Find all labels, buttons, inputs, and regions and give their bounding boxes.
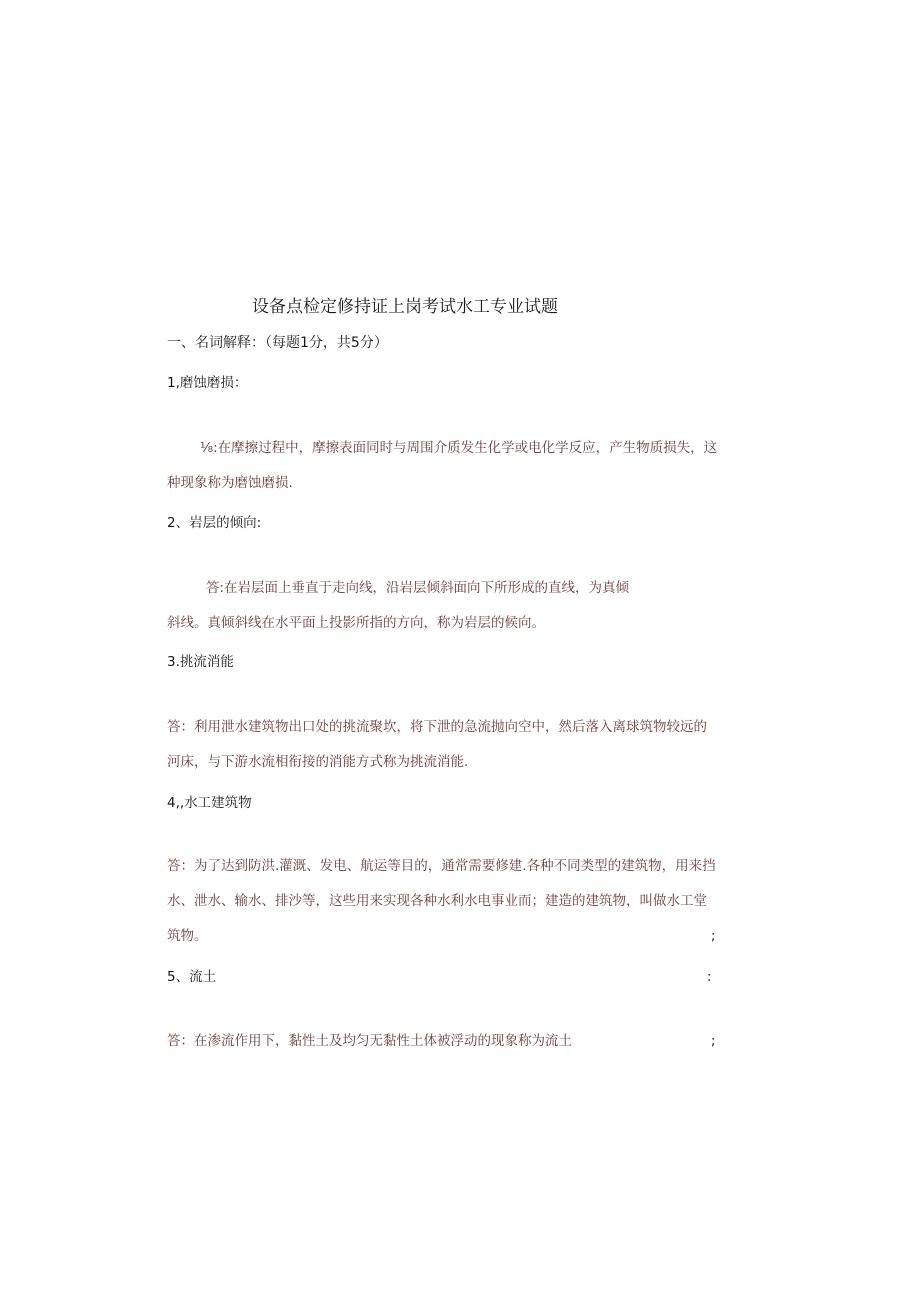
question-2-label: 2、岩层的倾向: [167,515,262,531]
answer-3-line-1: 答：利用泄水建筑物出口处的挑流聚坎，将下泄的急流抛向空中，然后落入离球筑物较远的 [167,719,707,735]
answer-5-line-1: 答：在渗流作用下，黏性土及均匀无黏性土体被浮动的现象称为流土 [167,1033,572,1049]
page-title: 设备点检定修持证上岗考试水工专业试题 [252,297,558,317]
answer-4-line-1: 答：为了达到防洪.灌溉、发电、航运等目的，通常需要修建.各种不同类型的建筑物，用来挡 [167,858,716,874]
question-4-label: 4,,水工建筑物 [167,795,252,811]
answer-4-line-2: 水、泄水、输水、排沙等，这些用来实现各种水利水电事业而；建造的建筑物，叫做水工堂 [167,893,707,909]
question-5-label-mark: : [707,970,712,985]
answer-1-line-2: 种现象称为磨蚀磨损. [167,475,293,491]
answer-1-line-1: ⅛:在摩擦过程中，摩擦表面同时与周围介质发生化学或电化学反应，产生物质损失，这 [200,440,718,456]
question-5-label: 5、流土 [167,969,217,985]
answer-4-trailing-mark: ; [711,929,716,944]
answer-4-line-3: 筑物。 [167,928,208,944]
question-3-label: 3.挑流消能 [167,654,234,670]
question-1-label: 1,磨蚀磨损： [167,375,248,391]
answer-2-line-2: 斜线。真倾斜线在水平面上投影所指的方向，称为岩层的候向。 [167,615,545,631]
answer-5-trailing-mark: ; [711,1034,716,1049]
answer-3-line-2: 河床，与下游水流相衔接的消能方式称为挑流消能. [167,754,469,770]
answer-2-line-1: 答:在岩层面上垂直于走向线，沿岩层倾斜面向下所形成的直线，为真倾 [206,580,630,596]
section-heading: 一、名词解释：（每题1分，共5分） [167,335,388,351]
